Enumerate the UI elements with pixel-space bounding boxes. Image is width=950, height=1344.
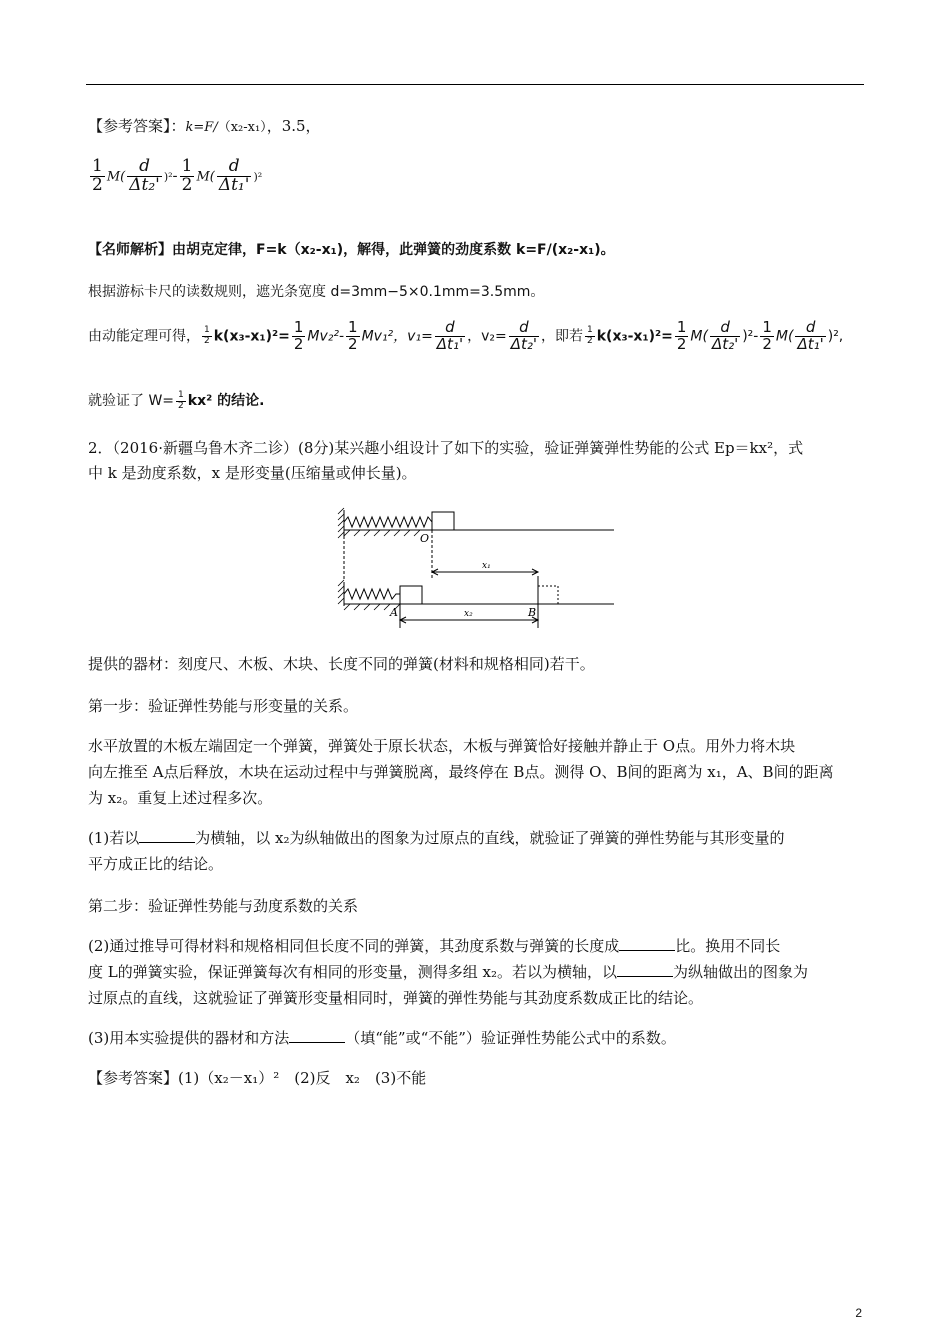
q2-intro-2: 中 k 是劲度系数，x 是形变量(压缩量或伸长量)。 — [88, 464, 417, 482]
answer-label: 【参考答案】 — [88, 117, 171, 135]
q2-part3: (3)用本实验提供的器材和方法 （填“能”或“不能”）验证弹性势能公式中的系数。 — [88, 1029, 676, 1047]
label-O: O — [420, 532, 430, 545]
q2-desc-1: 水平放置的木板左端固定一个弹簧，弹簧处于原长状态，木板与弹簧恰好接触并静止于 O点。用外力将木块 — [88, 737, 796, 755]
frac-d-dt2: $\frac{d}{\text{Δt₂'}}$ — [129, 156, 160, 195]
q2-desc-3: 为 x₂。重复上述过程多次。 — [88, 789, 273, 807]
energy-formula: $\frac{1}{2}$ M( $\frac{d}{\text{Δt₂'}}$ )²- $\frac{1}{2}$ M( $\frac{d}{\text{Δt₁'}}$ )² — [92, 156, 263, 195]
analysis-line-4: 就验证了 W= $\frac{1}{2}$ kx² 的结论. — [88, 390, 265, 411]
answer-line-1: 【参考答案】：k=F/（x₂-x₁），3.5， — [88, 117, 321, 135]
blank-4[interactable] — [289, 1028, 345, 1043]
frac-d-dt1: $\frac{d}{\text{Δt₁'}}$ — [218, 156, 250, 195]
analysis-line-2: 根据游标卡尺的读数规则，遮光条宽度 d=3mm−5×0.1mm=3.5mm。 — [88, 284, 545, 300]
q2-part2-line3: 过原点的直线，这就验证了弹簧形变量相同时，弹簧的弹性势能与其劲度系数成正比的结论。 — [88, 989, 704, 1007]
q2-part2-line2: 度 L的弹簧实验，保证弹簧每次有相同的形变量，测得多组 x₂。若以为横轴，以 为纵轴做出的图象为 — [88, 963, 808, 981]
analysis-line-1: 【名师解析】由胡克定律，F=k（x₂-x₁)，解得，此弹簧的劲度系数 k=F/(x₂-x₁)。 — [88, 242, 615, 258]
spring-diagram — [336, 500, 616, 630]
label-B: B — [528, 606, 537, 619]
frac-half-1: $\frac{1}{2}$ — [92, 156, 103, 195]
q2-desc-2: 向左推至 A点后释放，木块在运动过程中与弹簧脱离，最终停在 B点。测得 O、B间的距离为 x₁，A、B间的距离 — [88, 763, 834, 781]
q2-step2: 第二步：验证弹性势能与劲度系数的关系 — [88, 897, 359, 915]
q2-equip: 提供的器材：刻度尺、木板、木块、长度不同的弹簧(材料和规格相同)若干。 — [88, 655, 595, 673]
q2-answer: 【参考答案】(1)（x₂－x₁）² (2)反 x₂ (3)不能 — [88, 1069, 427, 1087]
blank-1[interactable] — [139, 828, 195, 843]
analysis-line-3: 由动能定理可得， $\frac{1}{2}$ k(x₃-x₁)²= $\frac{1}{2}$ Mv₂²- $\frac{1}{2}$ Mv₁²，v₁= $\frac{d}{\text{Δt₁'}}$ ，v₂= $\frac{d}{\text{Δt₂'}}$ ，即若 $\frac{1}{2}$ k(x₃-x₁)²= $\frac{1}{2}$ M( $\frac{d}{\text{Δt₂'}}$ )²- $\frac{1}{2}$ M( $\frac{d}{\text{Δt₁'}}$ )², — [88, 318, 844, 353]
q2-step1: 第一步：验证弹性势能与形变量的关系。 — [88, 697, 359, 715]
q2-part2-line1: (2)通过推导可得材料和规格相同但长度不同的弹簧，其劲度系数与弹簧的长度成 比。换用不同长 — [88, 937, 781, 955]
header-rule — [86, 84, 864, 85]
q2-part1-line1: (1)若以 为横轴，以 x₂为纵轴做出的图象为过原点的直线，就验证了弹簧的弹性势能与其形变量的 — [88, 829, 785, 847]
q2-intro-1: 2．（2016·新疆乌鲁木齐二诊）(8分)某兴趣小组设计了如下的实验，验证弹簧弹性势能的公式 Ep＝kx²，式 — [88, 439, 804, 457]
frac-half-2: $\frac{1}{2}$ — [181, 156, 193, 195]
page-number: 2 — [855, 1306, 862, 1320]
label-A: A — [390, 606, 398, 619]
blank-3[interactable] — [617, 962, 673, 977]
q2-part1-line2: 平方成正比的结论。 — [88, 855, 224, 873]
blank-2[interactable] — [619, 936, 675, 951]
label-x1: x₁ — [482, 561, 491, 571]
label-x2: x₂ — [464, 609, 473, 619]
